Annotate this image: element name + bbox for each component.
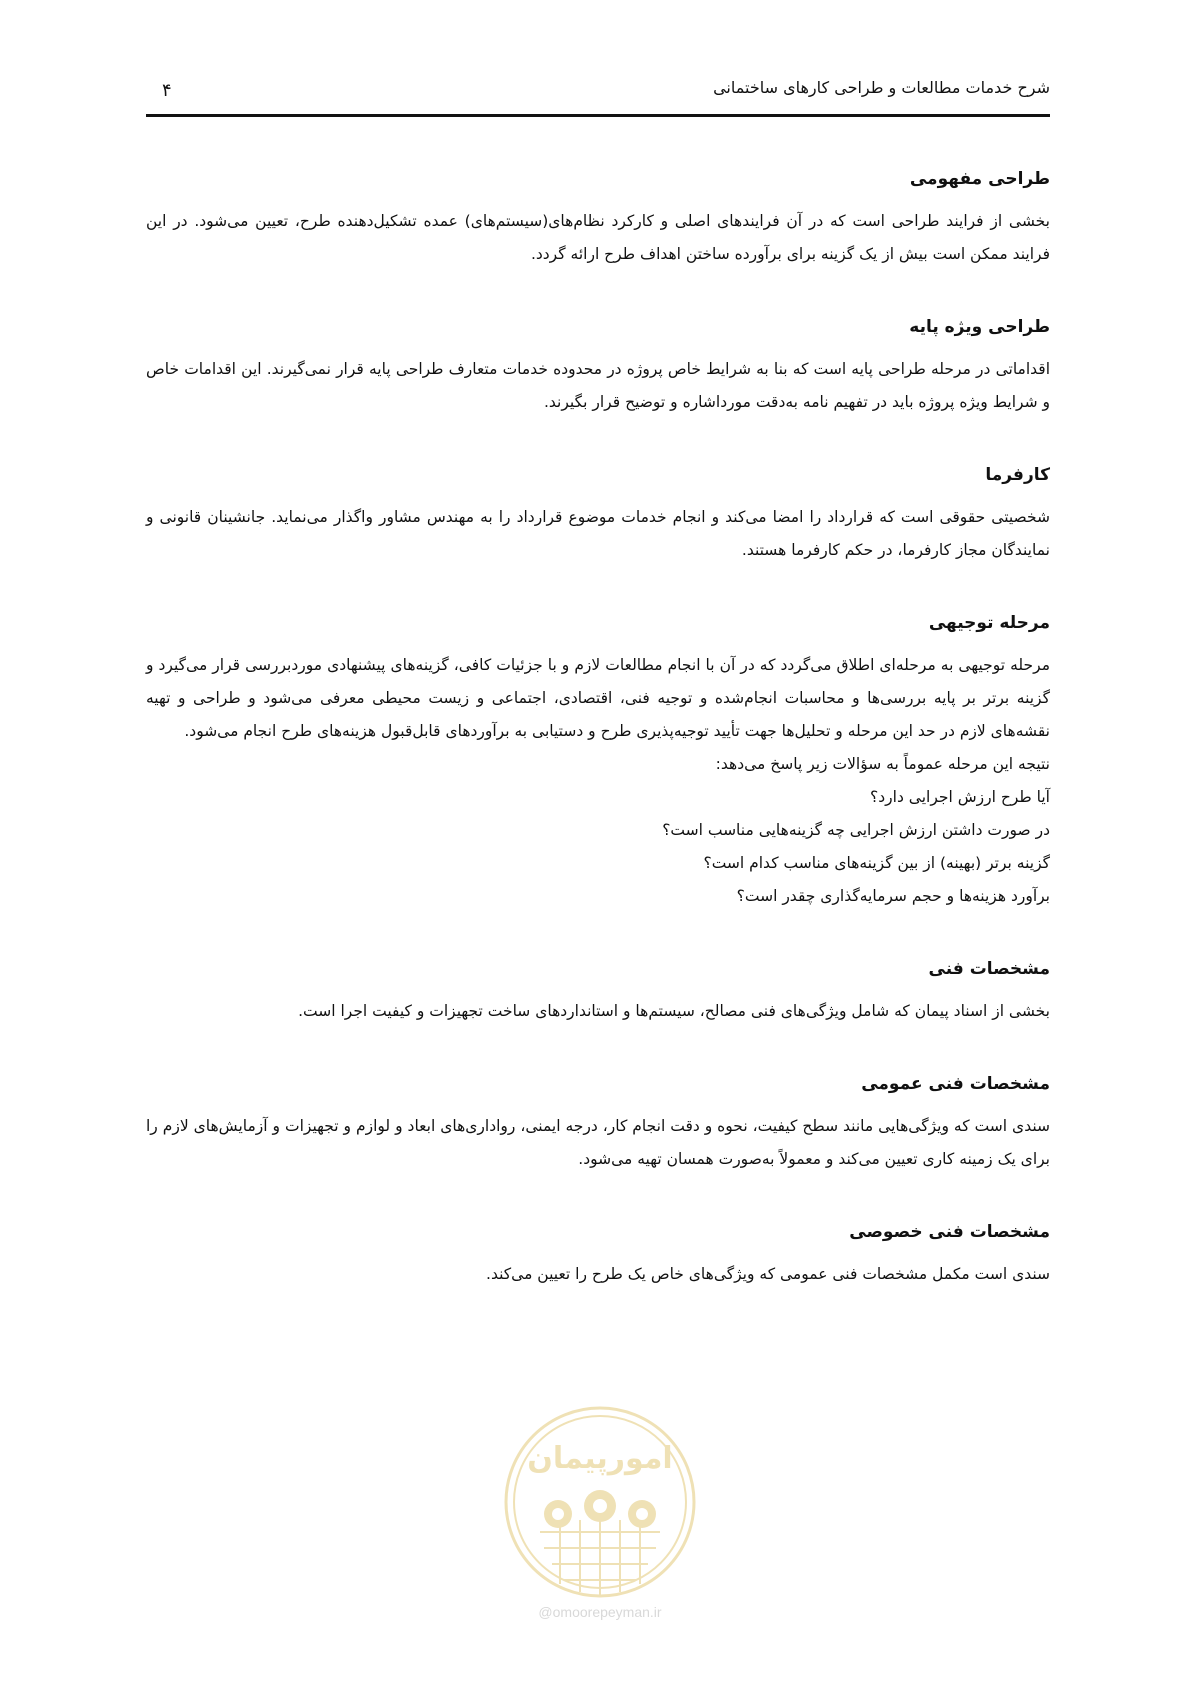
header-rule [146, 114, 1050, 117]
section-employer [146, 461, 1050, 567]
section-body: سندی است مکمل مشخصات فنی عمومی که ویژگی‌های خاص یک طرح را تعیین می‌کند. [486, 1265, 1050, 1283]
watermark-logo-text: امورپیمان [527, 1441, 673, 1476]
section-general-technical-specs [146, 1070, 1050, 1176]
page-header [146, 70, 1050, 118]
section-body: اقداماتی در مرحله طراحی پایه است که بنا به شرایط خاص پروژه در محدوده خدمات متعارف طراحی پایه قرار نمی‌گیرند. این اقدامات خاص و شرایط ویژه پروژه باید در تفهیم نامه به‌دقت مورداشاره و توضیح قرار بگیرند. [146, 360, 1050, 411]
watermark [500, 1402, 700, 1632]
section-heading: مرحله توجیهی [928, 613, 1050, 633]
list-item: آیا طرح ارزش اجرایی دارد؟ [870, 788, 1050, 806]
section-heading: طراحی مفهومی [909, 169, 1050, 189]
section-heading: مشخصات فنی [928, 959, 1050, 979]
section-body: سندی است که ویژگی‌هایی مانند سطح کیفیت، نحوه و دقت انجام کار، درجه ایمنی، رواداری‌های ابعاد و لوازم و تجهیزات و آزمایش‌های لازم را برای یک زمینه کاری تعیین می‌کند و معمولاً به‌صورت همسان تهیه می‌شود. [146, 1117, 1050, 1168]
document-body [146, 165, 1050, 1333]
list-item: برآورد هزینه‌ها و حجم سرمایه‌گذاری چقدر است؟ [736, 887, 1050, 905]
list-item: نتیجه این مرحله عموماً به سؤالات زیر پاسخ می‌دهد: [715, 755, 1050, 773]
question-list [146, 748, 1050, 913]
section-body: بخشی از فرایند طراحی است که در آن فرایندهای اصلی و کارکرد نظام‌های(سیستم‌های) عمده تشکیل‌دهنده طرح، تعیین می‌شود. در این فرایند ممکن است بیش از یک گزینه برای برآورده ساختن اهداف طرح ارائه گردد. [146, 212, 1050, 263]
section-technical-specs [146, 955, 1050, 1028]
section-feasibility-stage [146, 609, 1050, 913]
section-body: بخشی از اسناد پیمان که شامل ویژگی‌های فنی مصالح، سیستم‌ها و استانداردهای ساخت تجهیزات و کیفیت اجرا است. [298, 1002, 1050, 1020]
watermark-url: @omoorepeyman.ir [538, 1604, 662, 1620]
section-body: مرحله توجیهی به مرحله‌ای اطلاق می‌گردد که در آن با انجام مطالعات لازم و با جزئیات کافی، گزینه‌های پیشنهادی موردبررسی قرار می‌گیرد و گزینه برتر بر پایه بررسی‌ها و محاسبات انجام‌شده و توجیه فنی، اقتصادی، اجتماعی و زیست محیطی معرفی می‌شود و طراحی و تهیه نقشه‌های لازم در حد این مرحله و تحلیل‌ها جهت تأیید توجیه‌پذیری طرح و دستیابی به برآوردهای قابل‌قبول هزینه‌های طرح انجام می‌شود. [146, 656, 1050, 740]
section-heading: طراحی ویژه پایه [909, 317, 1050, 337]
section-heading: کارفرما [985, 465, 1050, 485]
section-body: شخصیتی حقوقی است که قرارداد را امضا می‌کند و انجام خدمات موضوع قرارداد را به مهندس مشاور واگذار می‌نماید. جانشینان قانونی و نمایندگان مجاز کارفرما، در حکم کارفرما هستند. [146, 508, 1050, 559]
list-item: گزینه برتر (بهینه) از بین گزینه‌های مناسب کدام است؟ [703, 854, 1050, 872]
section-heading: مشخصات فنی خصوصی [849, 1222, 1050, 1242]
section-special-basic-design [146, 313, 1050, 419]
section-particular-technical-specs [146, 1218, 1050, 1291]
watermark-logo-icon [500, 1402, 700, 1602]
page-number: ۴ [162, 80, 172, 101]
list-item: در صورت داشتن ارزش اجرایی چه گزینه‌هایی مناسب است؟ [662, 821, 1050, 839]
section-heading: مشخصات فنی عمومی [861, 1074, 1050, 1094]
section-conceptual-design [146, 165, 1050, 271]
header-title: شرح خدمات مطالعات و طراحی کارهای ساختمانی [713, 78, 1050, 97]
